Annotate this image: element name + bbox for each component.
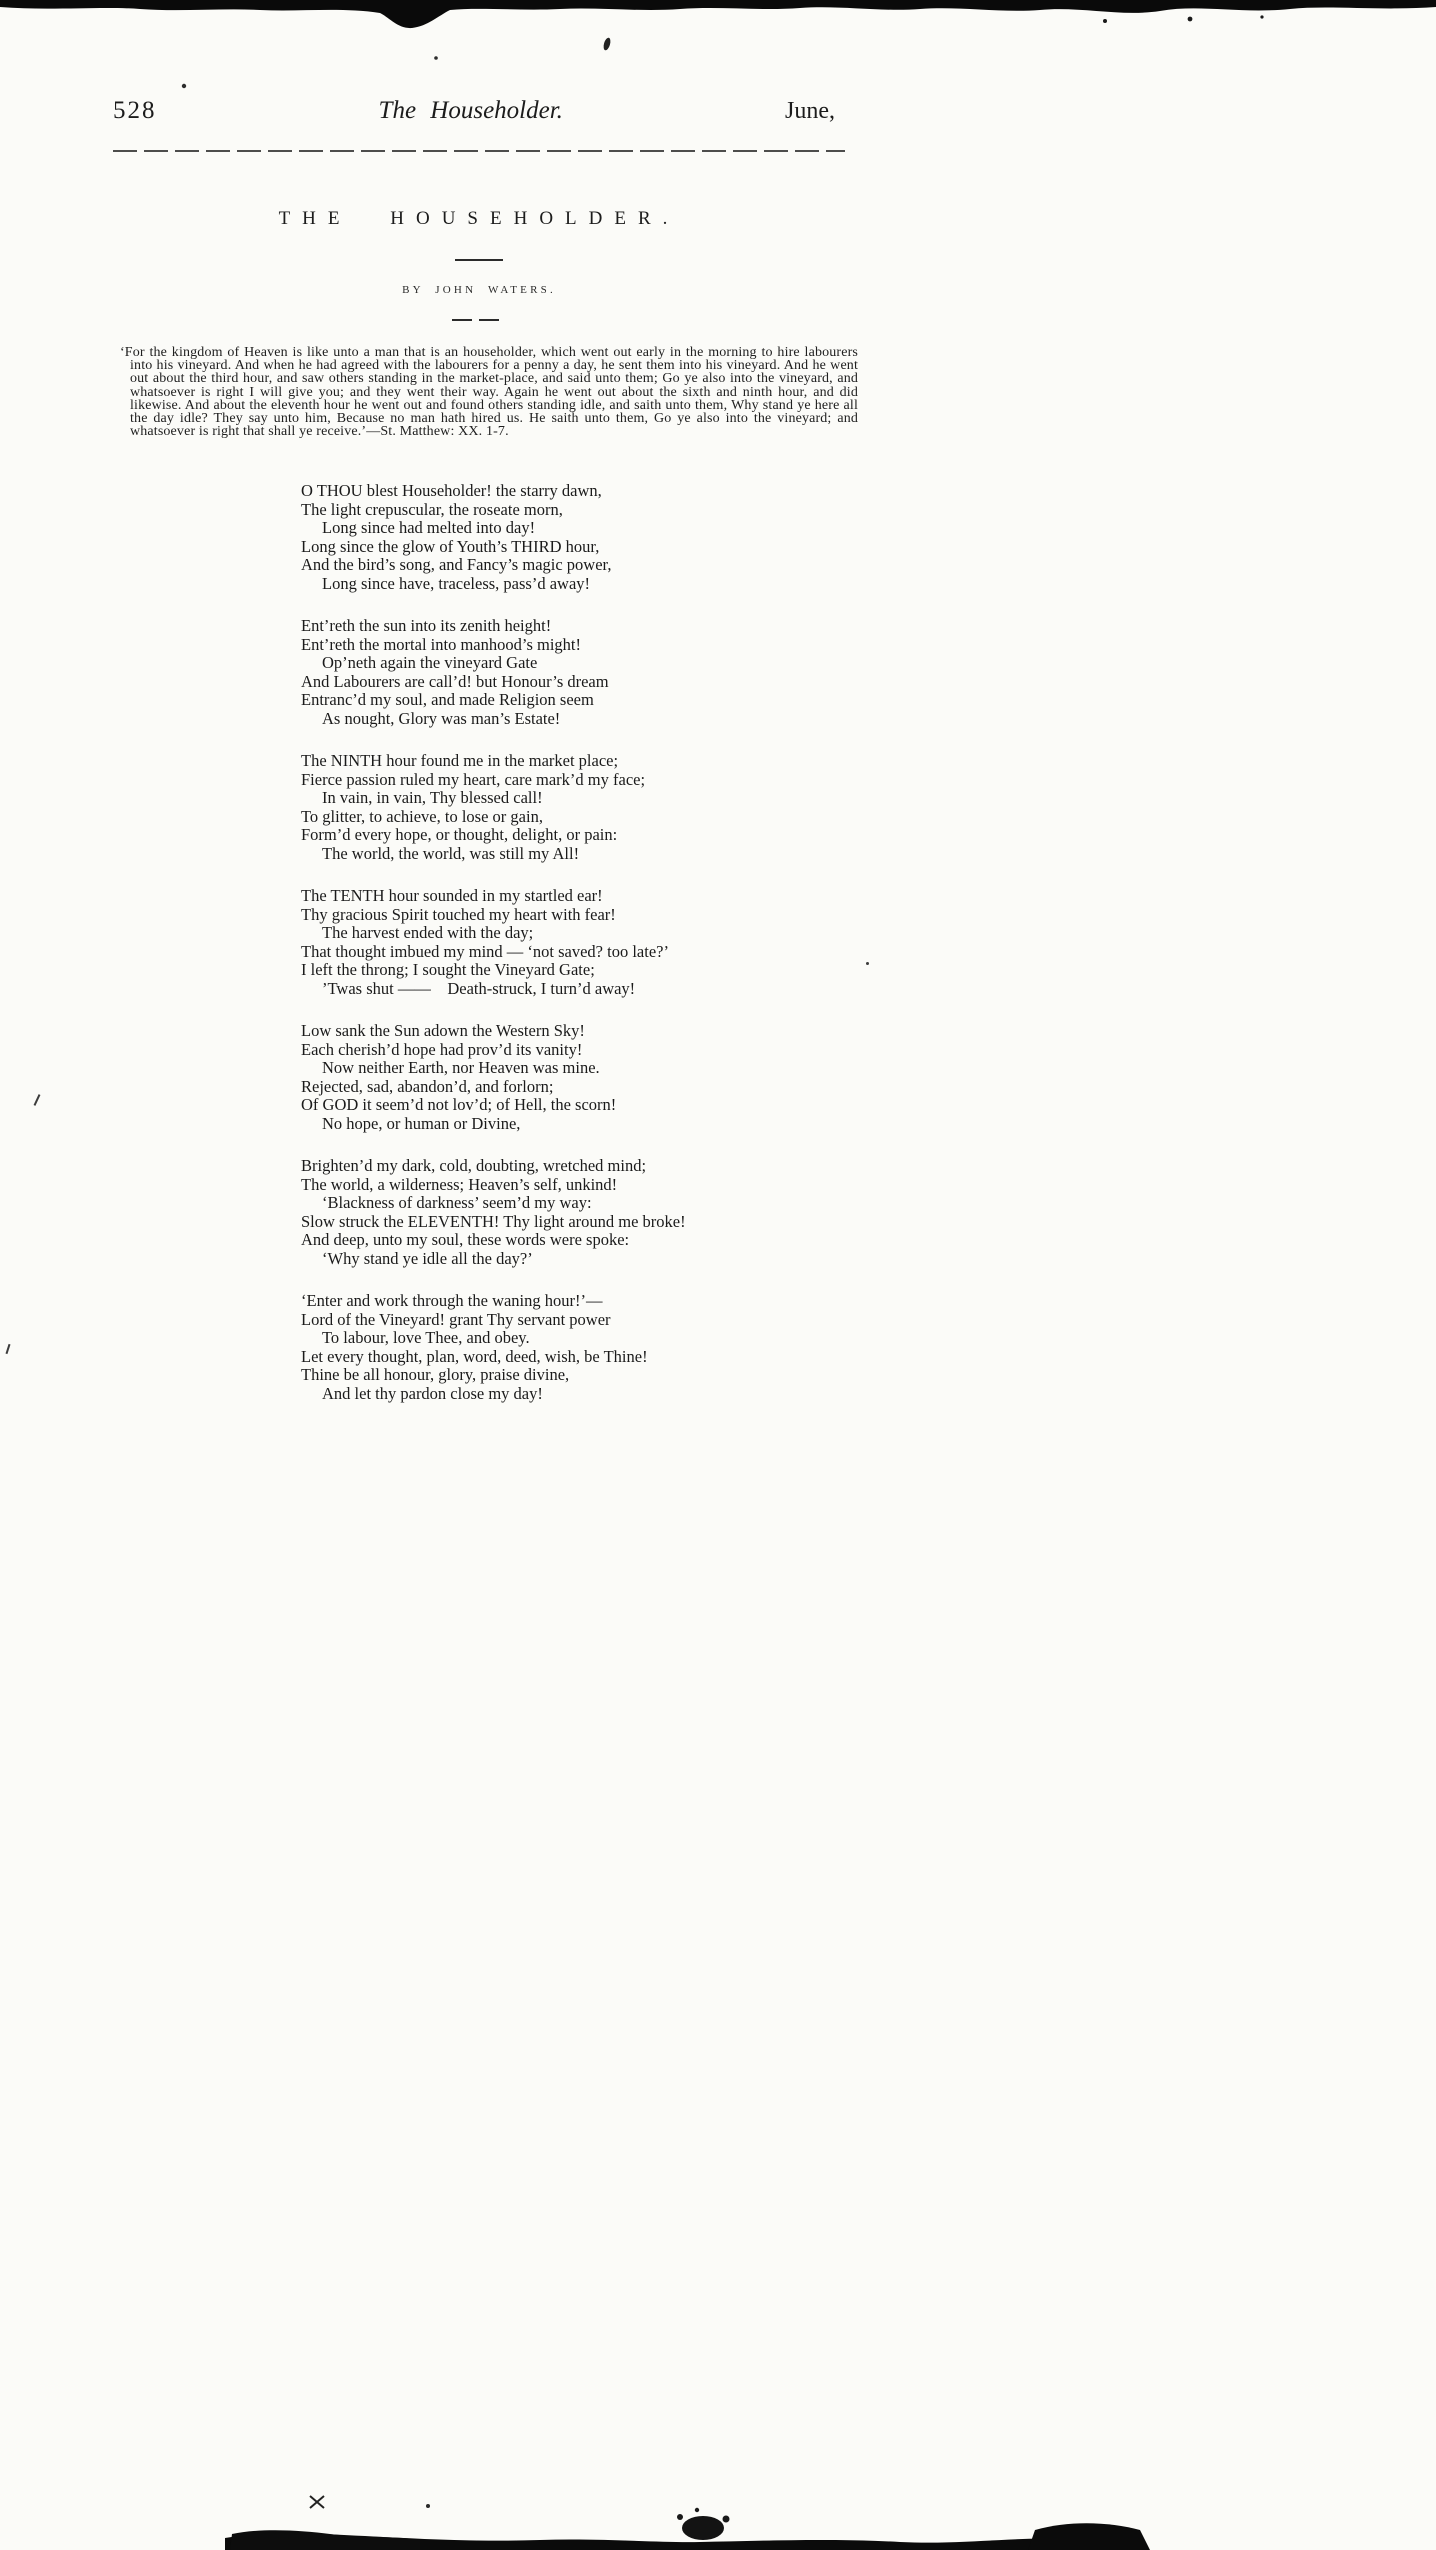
scan-speck <box>6 1344 11 1354</box>
page-header <box>113 97 835 125</box>
poem-line: Long since have, traceless, pass’d away! <box>322 573 591 593</box>
poem-line: Now neither Earth, nor Heaven was mine. <box>322 1058 600 1077</box>
poem-line: O THOU blest Householder! the starry dawn, <box>301 481 602 500</box>
header-rule <box>113 150 845 152</box>
scan-artifact-top <box>0 0 1436 100</box>
poem-line: Brighten’d my dark, cold, doubting, wretched mind; <box>301 1156 647 1175</box>
epigraph-text: ‘For the kingdom of Heaven is like unto a man that is an householder, which went out early in the morning to hire labourers into his vineyard. And when he had agreed with the labourers for a penny a day, he sent them into his vineyard. And he went out about the third hour, and saw others standing in the market-place, and said unto them; Go ye also into the vineyard, and whatsoever is right I will give you; and they went their way. Again he went out about the sixth and ninth hour, and did likewise. And about the eleventh hour he went out and found others standing idle, and saith unto them, Why stand ye here all the day idle? They say unto him, Because no man hath hired us. He saith unto them, Go ye also into the vineyard; and whatsoever is right that shall ye receive.’—St. Matthew: XX. 1-7. <box>120 345 858 440</box>
issue-date: June, <box>784 98 835 124</box>
stanza-5 <box>301 1022 686 1133</box>
poem-line: The NINTH hour found me in the market place; <box>301 751 619 770</box>
stanza-6 <box>301 1157 686 1268</box>
poem-line: No hope, or human or Divine, <box>322 1113 521 1133</box>
poem-line: Long since had melted into day! <box>322 518 536 537</box>
poem-line: The world, the world, was still my All! <box>322 843 580 863</box>
poem-line: Ent’reth the sun into its zenith height! <box>301 616 552 635</box>
poem-line: Slow struck the ELEVENTH! Thy light around me broke! <box>301 1211 686 1231</box>
poem-line: And deep, unto my soul, these words were spoke: <box>301 1230 630 1249</box>
poem-line: ‘Blackness of darkness’ seem’d my way: <box>322 1193 592 1212</box>
poem-line: Long since the glow of Youth’s THIRD hour, <box>301 536 600 556</box>
poem-line: Op’neth again the vineyard Gate <box>322 653 538 672</box>
poem-line: Fierce passion ruled my heart, care mark’d my face; <box>301 769 646 789</box>
stanza-2 <box>301 617 686 728</box>
poem-line: ’Twas shut —— Death-struck, I turn’d away! <box>322 978 636 998</box>
poem-line: Each cherish’d hope had prov’d its vanity! <box>301 1039 583 1059</box>
poem-line: To glitter, to achieve, to lose or gain, <box>301 806 543 826</box>
stanza-3 <box>301 752 686 863</box>
poem-line: In vain, in vain, Thy blessed call! <box>322 788 543 807</box>
stanza-7 <box>301 1292 686 1403</box>
poem-line: Low sank the Sun adown the Western Sky! <box>301 1021 585 1040</box>
poem-line: Thy gracious Spirit touched my heart with fear! <box>301 904 616 924</box>
journal-title: The Householder. <box>378 97 563 124</box>
poem-line: As nought, Glory was man’s Estate! <box>322 708 561 728</box>
poem-line: That thought imbued my mind — ‘not saved? too late?’ <box>301 941 669 961</box>
stanza-1 <box>301 482 686 593</box>
scan-artifact-bottom <box>0 2490 1436 2550</box>
poem-line: ‘Why stand ye idle all the day?’ <box>322 1248 533 1268</box>
poem-line: I left the throng; I sought the Vineyard Gate; <box>301 960 595 979</box>
title-rule <box>455 259 503 261</box>
byline: BY JOHN WATERS. <box>402 284 556 296</box>
scan-speck <box>34 1094 41 1106</box>
byline-rule <box>452 319 506 321</box>
poem-line: Thine be all honour, glory, praise divine, <box>301 1365 570 1384</box>
poem-line: Of GOD it seem’d not lov’d; of Hell, the scorn! <box>301 1095 617 1114</box>
poem-line: Form’d every hope, or thought, delight, or pain: <box>301 825 618 844</box>
poem-line: Lord of the Vineyard! grant Thy servant power <box>301 1309 611 1329</box>
poem-line: And let thy pardon close my day! <box>322 1383 543 1403</box>
poem-line: The world, a wilderness; Heaven’s self, unkind! <box>301 1174 618 1194</box>
poem-line: Entranc’d my soul, and made Religion seem <box>301 690 594 709</box>
poem-line: The harvest ended with the day; <box>322 923 534 942</box>
poem-line: The TENTH hour sounded in my startled ear! <box>301 886 603 905</box>
poem-line: Let every thought, plan, word, deed, wish, be Thine! <box>301 1346 648 1366</box>
poem-line: Rejected, sad, abandon’d, and forlorn; <box>301 1076 554 1096</box>
page-number: 528 <box>113 97 157 124</box>
stanza-4 <box>301 887 686 998</box>
scan-speck <box>866 962 869 965</box>
poem-line: The light crepuscular, the roseate morn, <box>301 499 563 519</box>
article-title: THE HOUSEHOLDER. <box>278 208 680 229</box>
poem-line: ‘Enter and work through the waning hour!’— <box>301 1291 603 1310</box>
poem-line: And Labourers are call’d! but Honour’s dream <box>301 671 609 691</box>
poem-line: To labour, love Thee, and obey. <box>322 1328 530 1347</box>
poem-line: And the bird’s song, and Fancy’s magic power, <box>301 555 612 574</box>
poem-line: Ent’reth the mortal into manhood’s might! <box>301 634 581 654</box>
poem <box>301 482 686 1427</box>
